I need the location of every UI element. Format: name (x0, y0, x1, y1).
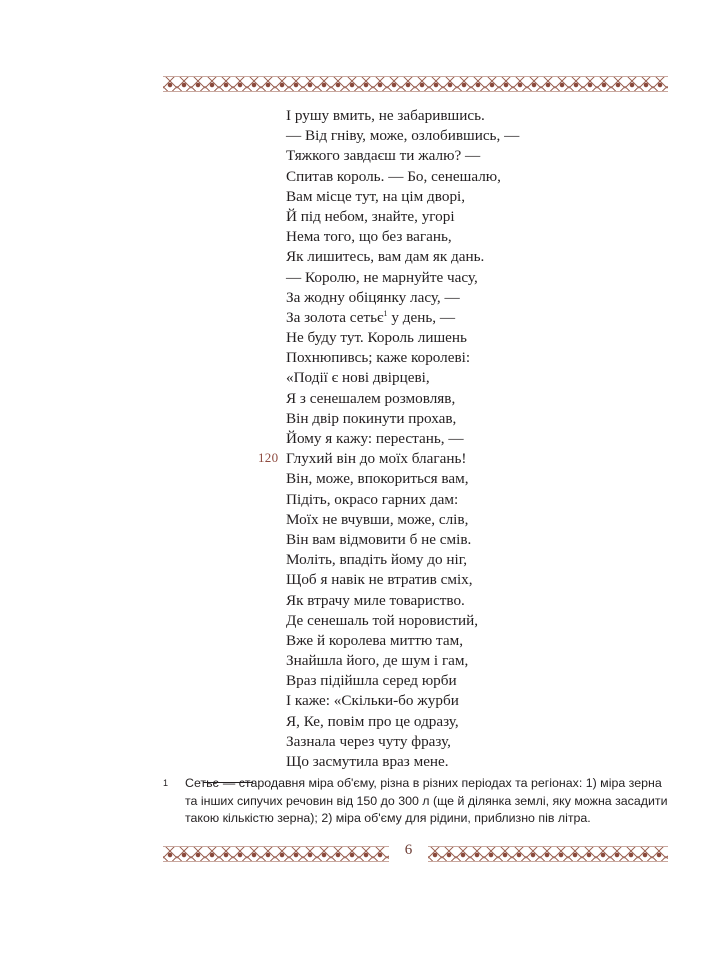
poem-line: Нема того, що без вагань, (286, 228, 452, 246)
poem-line-start: За золота сетьє (286, 308, 384, 326)
poem-line: Вам місце тут, на цім дворі, (286, 187, 466, 205)
poem-line: Підіть, окрасо гарних дам: (286, 490, 459, 508)
poem-line: Як лишитесь, вам дам як дань. (286, 248, 485, 266)
poem-line: Зазнала через чуту фразу, (286, 732, 451, 750)
footnote-definition: — стародавня міра об'єму, різна в різних періодах та регіонах: 1) міра зерна та інших сипучих речовин від 150 до 300 л (ще й ділянка землі, яку можна засадити такою кількістю зерна); 2) міра об'єму для рідини, приблизно пів літра. (185, 776, 668, 825)
poem-line: «Події є нові двірцеві, (286, 369, 430, 387)
poem-line: Як втрачу миле товариство. (286, 591, 465, 609)
poem-line: І каже: «Скільки-бо журби (286, 692, 459, 710)
poem-line-end: у день, — (387, 308, 456, 326)
footnote-term: Сетьє (185, 776, 219, 790)
poem-line: Й під небом, знайте, угорі (286, 207, 455, 225)
poem-line: Враз підійшла серед юрби (286, 672, 457, 690)
poem-line: — Від гніву, може, озлобившись, — (286, 127, 520, 145)
poem-line: Моїх не вчувши, може, слів, (286, 510, 469, 528)
poem-line: Йому я кажу: перестань, — (286, 430, 464, 447)
poem-line: Що засмутила враз мене. (286, 753, 449, 770)
poem-line: Моліть, впадіть йому до ніг, (286, 551, 468, 569)
poem-line: Він двір покинути прохав, (286, 409, 457, 427)
footnote-mark: 1 (163, 778, 169, 788)
poem-line: І рушу вмить, не забарившись. (286, 107, 485, 124)
footnote (163, 775, 673, 828)
poem-line: Я, Ке, повім про це одразу, (286, 712, 459, 730)
poem-line: — Королю, не марнуйте часу, (286, 268, 478, 286)
poem-line: Глухий він до моїх благань! (286, 450, 467, 468)
poem-line: Спитав король. — Бо, сенешалю, (286, 167, 501, 185)
poem-line: Щоб я навік не втратив сміх, (286, 571, 473, 589)
verse-line-number: 120 (258, 450, 279, 465)
poem-text (286, 106, 519, 772)
poem-line: Я з сенешалем розмовляв, (286, 389, 456, 407)
poem-line: Тяжкого завдаєш ти жалю? — (286, 147, 481, 165)
poem-line: Де сенешаль той норовистий, (286, 611, 479, 629)
footnote-reference[interactable]: 1 (383, 308, 388, 318)
poem-line: Знайшла його, де шум і гам, (286, 652, 469, 670)
poem-line-with-footnote (286, 308, 519, 328)
bottom-ornament-border-right (428, 846, 668, 862)
page-number: 6 (404, 842, 413, 858)
poem-line: Вже й королева миттю там, (286, 631, 464, 649)
poem-line: Він, може, впокориться вам, (286, 470, 469, 488)
poem-line: За жодну обіцянку ласу, — (286, 288, 460, 306)
footnote-body (185, 775, 673, 828)
bottom-ornament-border-left (163, 846, 389, 862)
top-ornament-border (163, 76, 668, 92)
poem-line: Похнюпивсь; каже королеві: (286, 349, 471, 367)
poem-line: Він вам відмовити б не смів. (286, 530, 472, 548)
poem-line: Не буду тут. Король лишень (286, 329, 467, 347)
